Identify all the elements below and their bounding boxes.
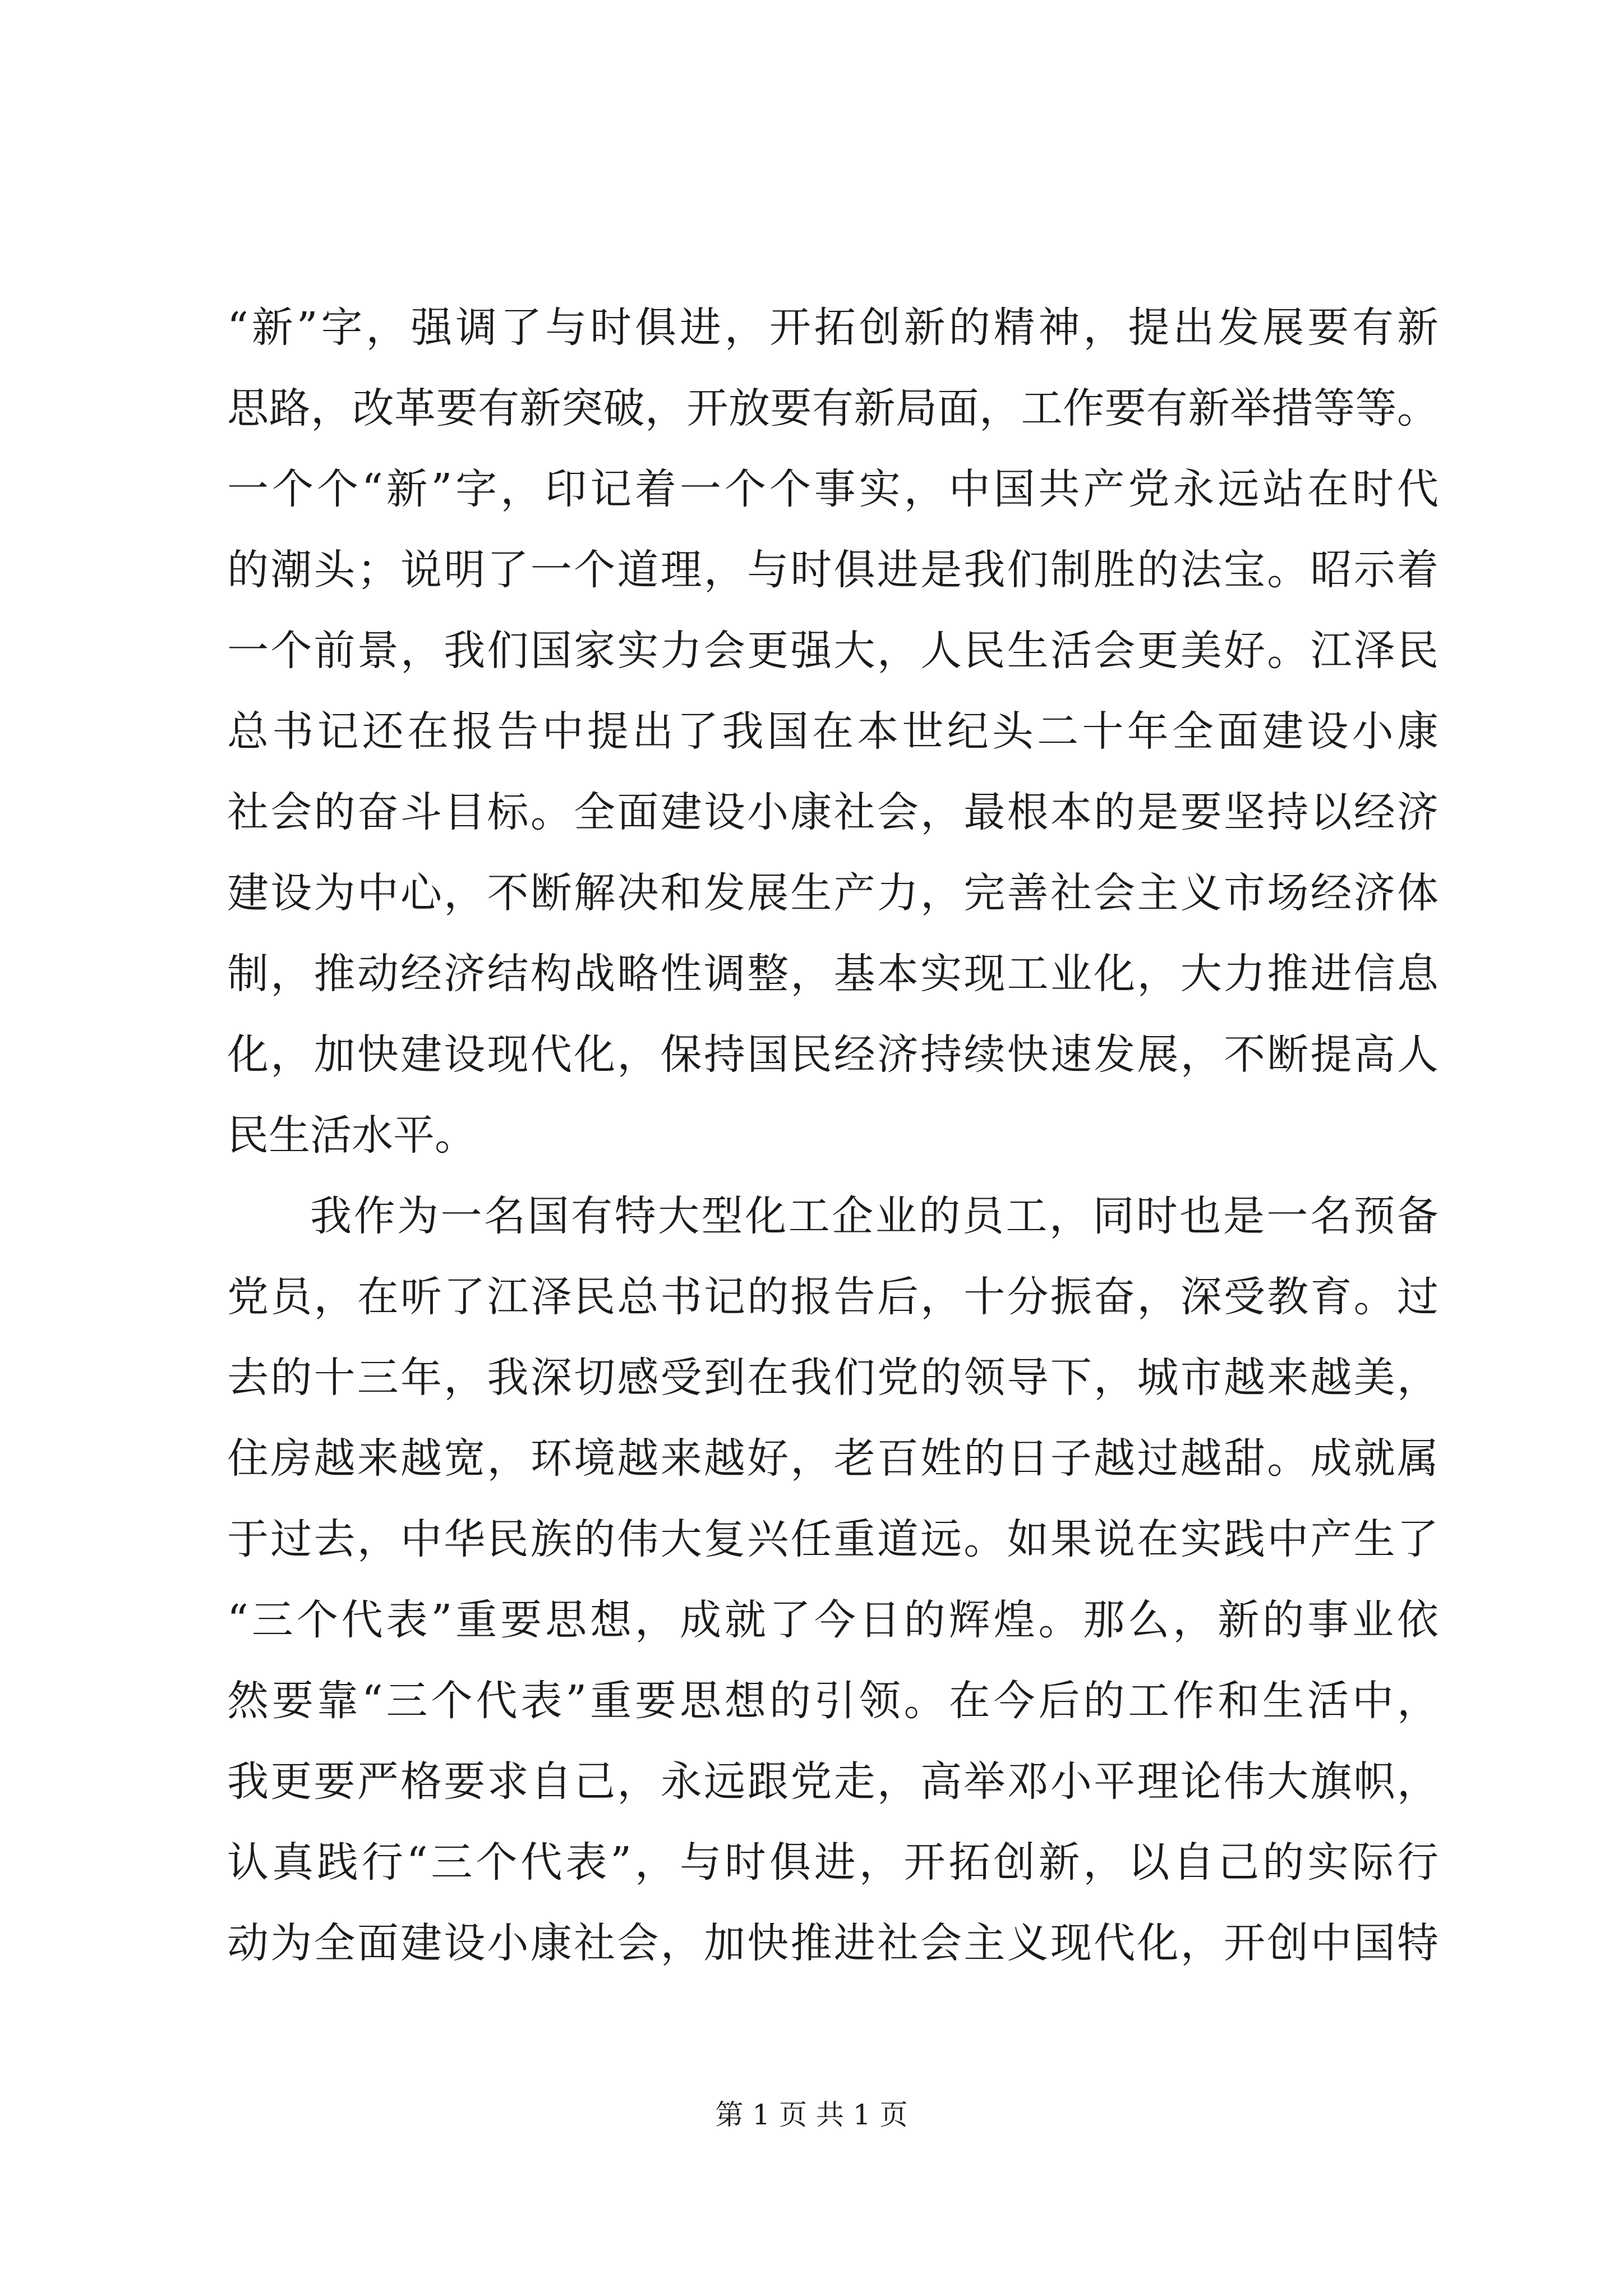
text-line: 党员，在听了江泽民总书记的报告后，十分振奋，深受教育。过	[227, 1273, 1438, 1321]
page-number-footer: 第 1 页 共 1 页	[715, 2099, 908, 2131]
text-line: 社会的奋斗目标。全面建设小康社会，最根本的是要坚持以经济	[227, 788, 1438, 836]
text-line: 化，加快建设现代化，保持国民经济持续快速发展，不断提高人	[227, 1030, 1438, 1079]
text-line: 总书记还在报告中提出了我国在本世纪头二十年全面建设小康	[227, 707, 1438, 756]
body-text	[227, 287, 1438, 1984]
paragraph-2	[227, 1176, 1438, 1984]
text-line: 动为全面建设小康社会，加快推进社会主义现代化，开创中国特	[227, 1919, 1438, 1967]
text-line: 制，推动经济结构战略性调整，基本实现工业化，大力推进信息	[227, 950, 1438, 998]
text-line: 的潮头；说明了一个道理，与时俱进是我们制胜的法宝。昭示着	[227, 546, 1438, 594]
text-line: 我作为一名国有特大型化工企业的员工，同时也是一名预备	[310, 1192, 1438, 1240]
text-line: 认真践行“三个代表”，与时俱进，开拓创新，以自己的实际行	[227, 1838, 1438, 1887]
text-line: 然要靠“三个代表”重要思想的引领。在今后的工作和生活中，	[227, 1677, 1438, 1725]
text-line: 建设为中心，不断解决和发展生产力，完善社会主义市场经济体	[227, 869, 1438, 917]
text-line: 住房越来越宽，环境越来越好，老百姓的日子越过越甜。成就属	[227, 1434, 1438, 1483]
text-line: 民生活水平。	[227, 1111, 476, 1159]
text-line: 一个前景，我们国家实力会更强大，人民生活会更美好。江泽民	[227, 627, 1438, 675]
text-line: 去的十三年，我深切感受到在我们党的领导下，城市越来越美，	[227, 1354, 1438, 1402]
text-line: 思路，改革要有新突破，开放要有新局面，工作要有新举措等等。	[227, 384, 1438, 432]
text-line: 一个个“新”字，印记着一个个事实，中国共产党永远站在时代	[227, 465, 1438, 513]
paragraph-1	[227, 287, 1438, 1176]
text-line: 我更要严格要求自己，永远跟党走，高举邓小平理论伟大旗帜，	[227, 1757, 1438, 1806]
text-line: 于过去，中华民族的伟大复兴任重道远。如果说在实践中产生了	[227, 1515, 1438, 1563]
text-line: “新”字，强调了与时俱进，开拓创新的精神，提出发展要有新	[227, 303, 1438, 352]
text-line: “三个代表”重要思想，成就了今日的辉煌。那么，新的事业依	[227, 1596, 1438, 1644]
